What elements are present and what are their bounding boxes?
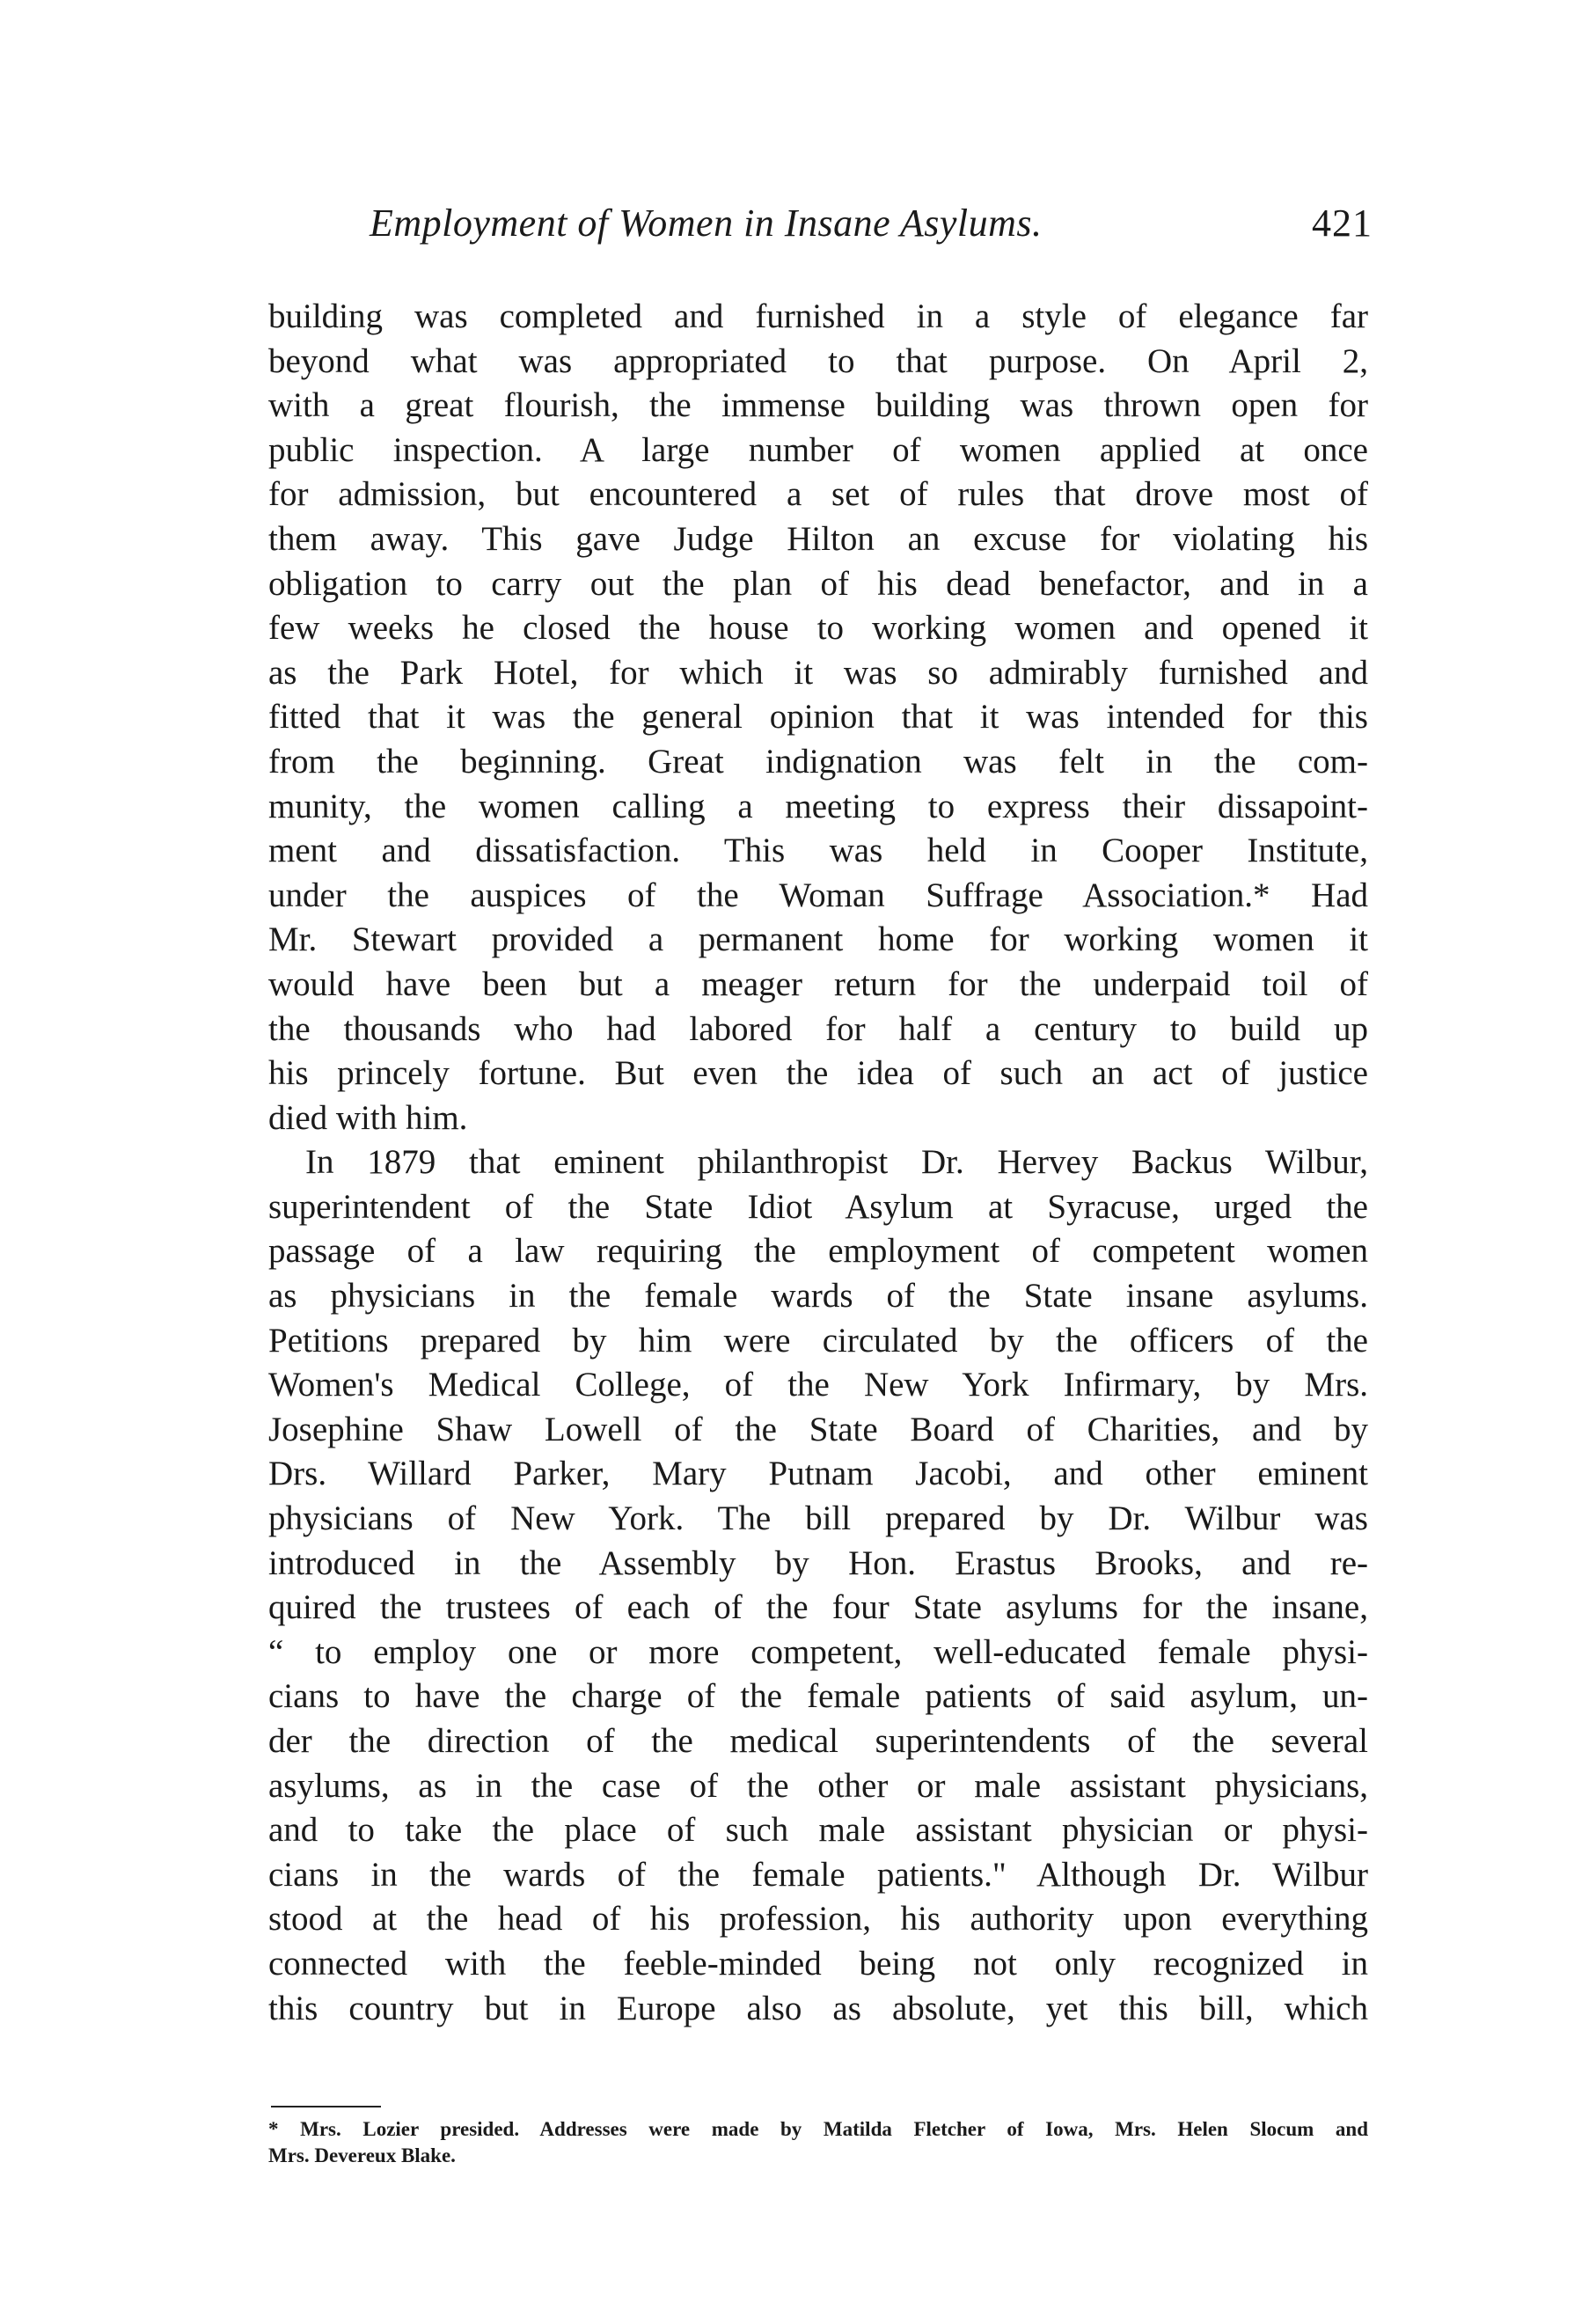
- text-line: beyond what was appropriated to that purpose. On April 2,: [268, 341, 1368, 380]
- text-line: der the direction of the medical superintendents of the several: [268, 1722, 1368, 1760]
- text-line: public inspection. A large number of women applied at once: [268, 430, 1368, 469]
- text-line: cians to have the charge of the female patients of said asylum, un-: [268, 1677, 1368, 1716]
- running-head: [370, 201, 1381, 262]
- text-line: stood at the head of his profession, his authority upon everything: [268, 1900, 1368, 1939]
- text-line: munity, the women calling a meeting to express their dissapoint-: [268, 787, 1368, 825]
- text-line: and to take the place of such male assistant physician or physi-: [268, 1811, 1368, 1850]
- text-line: died with him.: [268, 1098, 468, 1137]
- body-text: [268, 295, 1368, 2031]
- text-line: introduced in the Assembly by Hon. Erastus Brooks, and re-: [268, 1543, 1368, 1582]
- text-line: under the auspices of the Woman Suffrage Association.* Had: [268, 876, 1368, 914]
- footnote: [268, 2116, 1368, 2169]
- text-line: Mr. Stewart provided a permanent home for working women it: [268, 920, 1368, 959]
- text-line: fitted that it was the general opinion that it was intended for this: [268, 698, 1368, 737]
- text-line: asylums, as in the case of the other or male assistant physicians,: [268, 1766, 1368, 1805]
- paragraph-2: [268, 1140, 1368, 2031]
- text-line: ment and dissatisfaction. This was held in Cooper Institute,: [268, 832, 1368, 870]
- text-line: passage of a law requiring the employment of competent women: [268, 1232, 1368, 1271]
- text-line: cians in the wards of the female patients." Although Dr. Wilbur: [268, 1855, 1368, 1894]
- text-line: for admission, but encountered a set of rules that drove most of: [268, 475, 1368, 514]
- text-line: Josephine Shaw Lowell of the State Board of Charities, and by: [268, 1410, 1368, 1448]
- text-line: physicians of New York. The bill prepared by Dr. Wilbur was: [268, 1499, 1368, 1538]
- text-line: as physicians in the female wards of the State insane asylums.: [268, 1277, 1368, 1316]
- text-line: his princely fortune. But even the idea of such an act of justice: [268, 1054, 1368, 1093]
- text-line: connected with the feeble-minded being not only recognized in: [268, 1944, 1368, 1983]
- page-number: 421: [1312, 202, 1373, 245]
- text-line: “ to employ one or more competent, well-educated female physi-: [268, 1632, 1368, 1671]
- text-line: as the Park Hotel, for which it was so admirably furnished and: [268, 653, 1368, 692]
- running-title: Employment of Women in Insane Asylums.: [370, 202, 1043, 245]
- text-line: would have been but a meager return for the underpaid toil of: [268, 964, 1368, 1003]
- footnote-line: Mrs. Devereux Blake.: [268, 2144, 456, 2166]
- text-line: few weeks he closed the house to working women and opened it: [268, 609, 1368, 648]
- text-line: Women's Medical College, of the New York Infirmary, by Mrs.: [268, 1366, 1368, 1404]
- text-line: this country but in Europe also as absolute, yet this bill, which: [268, 1989, 1368, 2027]
- paragraph-1: [268, 295, 1368, 1140]
- footnote-line: * Mrs. Lozier presided. Addresses were made by Matilda Fletcher of Iowa, Mrs. Helen Slocum and: [268, 2118, 1368, 2140]
- text-line: obligation to carry out the plan of his dead benefactor, and in a: [268, 564, 1368, 603]
- footnote-divider: [271, 2106, 381, 2107]
- text-line: quired the trustees of each of the four State asylums for the insane,: [268, 1588, 1368, 1627]
- text-line: them away. This gave Judge Hilton an excuse for violating his: [268, 519, 1368, 558]
- text-line: with a great flourish, the immense building was thrown open for: [268, 386, 1368, 425]
- text-line: Drs. Willard Parker, Mary Putnam Jacobi, and other eminent: [268, 1455, 1368, 1493]
- text-line: building was completed and furnished in a style of elegance far: [268, 297, 1368, 335]
- text-line: superintendent of the State Idiot Asylum at Syracuse, urged the: [268, 1187, 1368, 1226]
- text-line: the thousands who had labored for half a century to build up: [268, 1009, 1368, 1048]
- text-line: from the beginning. Great indignation was felt in the com-: [268, 742, 1368, 781]
- text-line: In 1879 that eminent philanthropist Dr. Hervey Backus Wilbur,: [305, 1143, 1368, 1182]
- text-line: Petitions prepared by him were circulated by the officers of the: [268, 1321, 1368, 1360]
